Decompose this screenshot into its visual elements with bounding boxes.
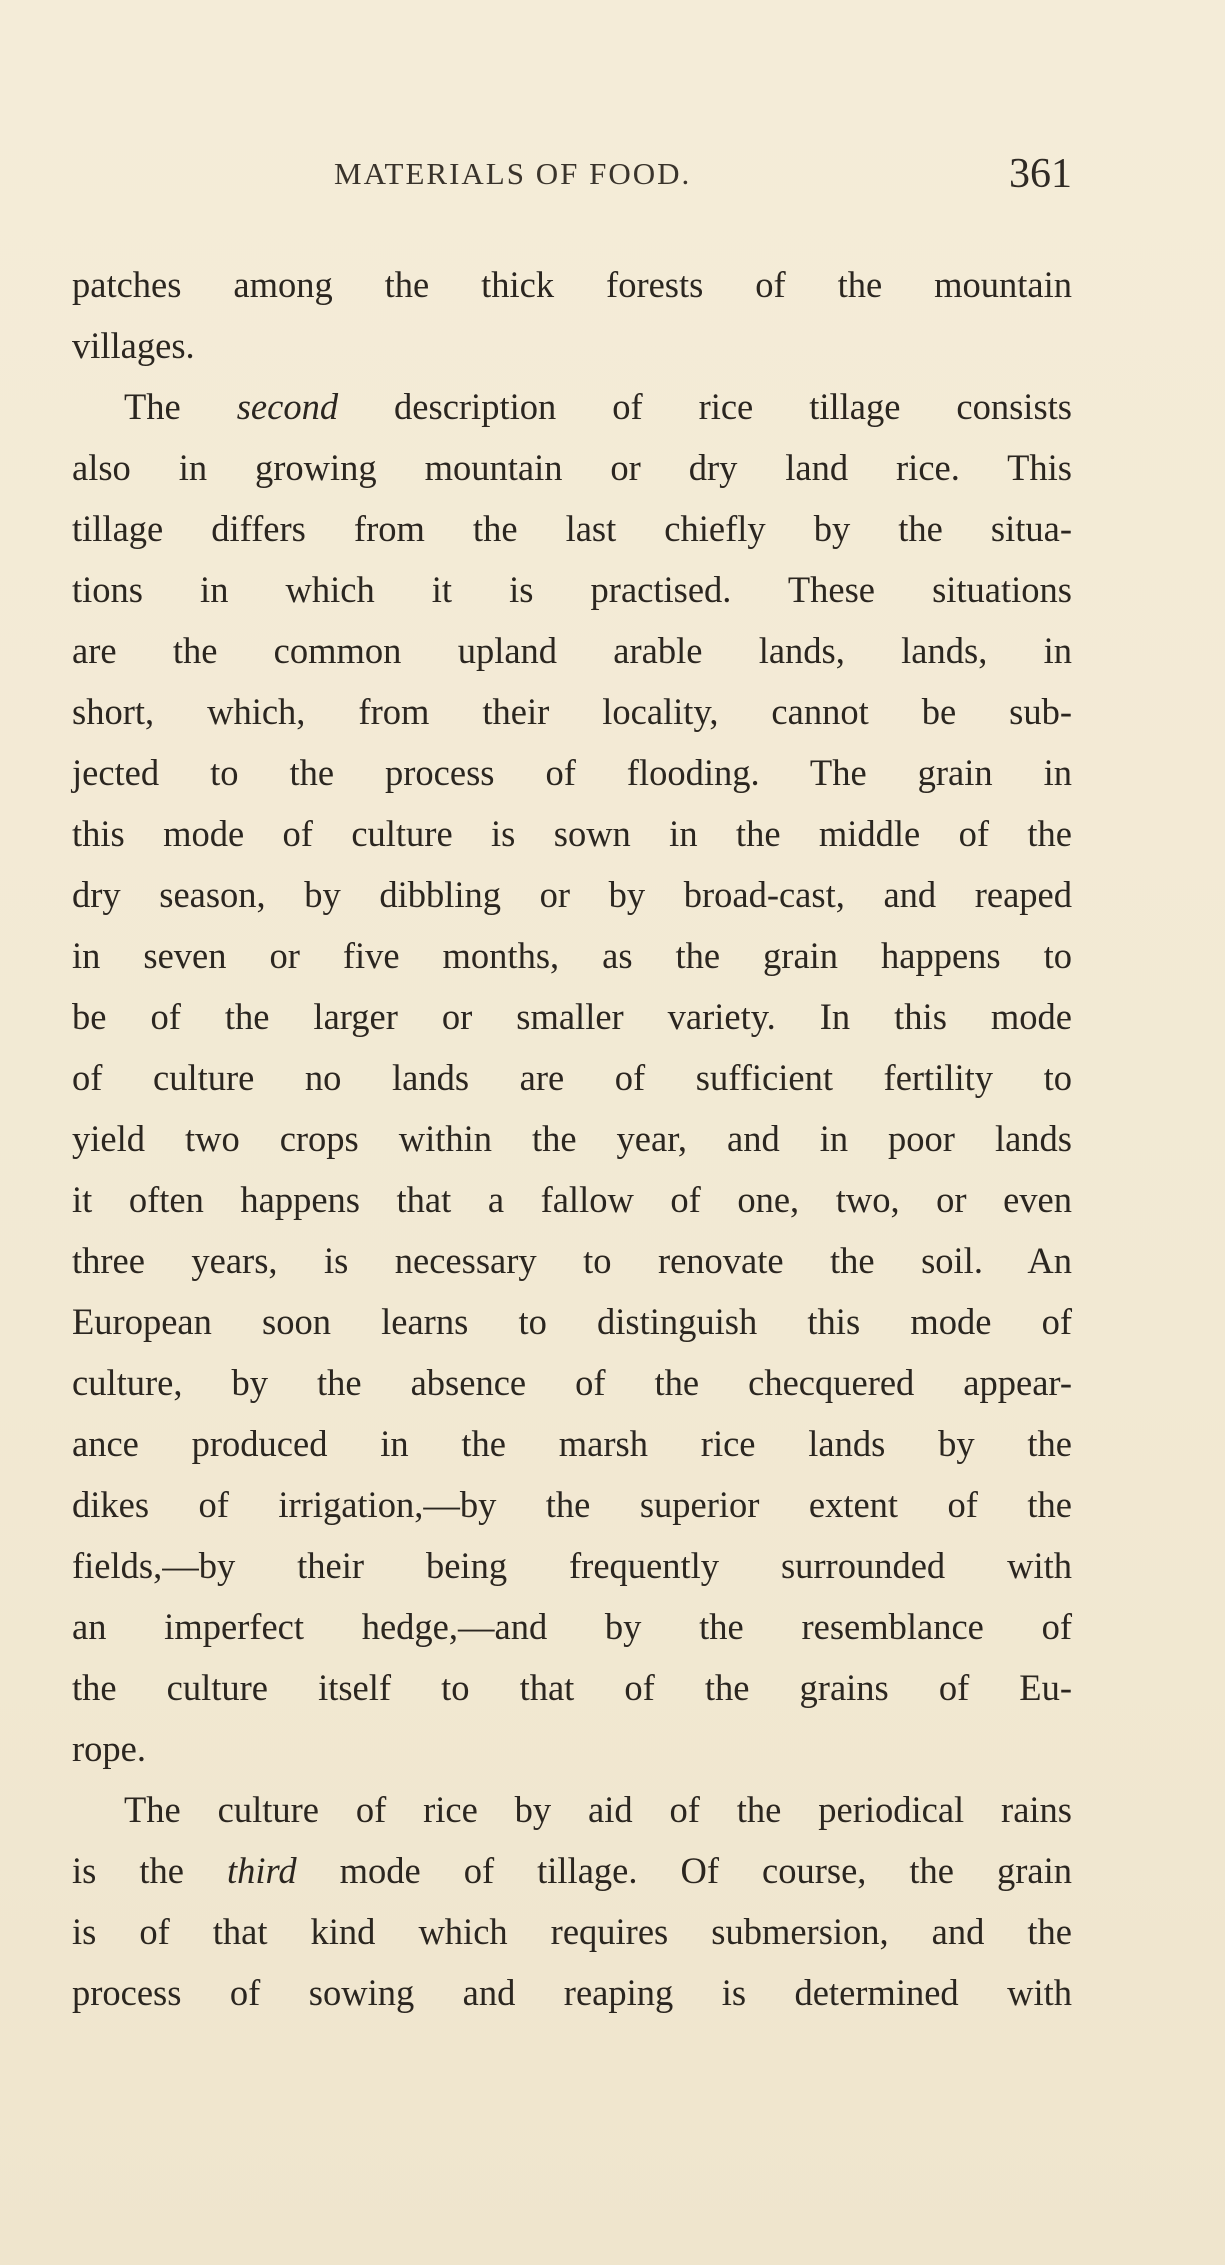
text-fragment: is the (72, 1850, 227, 1891)
text-line: this mode of culture is sown in the middle of the (72, 813, 1072, 854)
text-line (72, 376, 1072, 437)
text-line: The culture of rice by aid of the periodical rains (124, 1789, 1072, 1830)
text-line: are the common upland arable lands, lands, in (72, 630, 1072, 671)
text-line: ance produced in the marsh rice lands by the (72, 1423, 1072, 1464)
text-line: is of that kind which requires submersion, and the (72, 1911, 1072, 1952)
italic-term: second (236, 386, 339, 427)
text-line: an imperfect hedge,—and by the resemblance of (72, 1606, 1072, 1647)
running-title: MATERIALS OF FOOD. (334, 156, 692, 191)
text-line: the culture itself to that of the grains of Eu- (72, 1667, 1072, 1708)
text-line: jected to the process of flooding. The grain in (72, 752, 1072, 793)
body-text (72, 254, 1072, 2023)
text-line: tillage differs from the last chiefly by the situa- (72, 508, 1072, 549)
page-number: 361 (1009, 151, 1072, 197)
text-line: dry season, by dibbling or by broad-cast, and reaped (72, 874, 1072, 915)
italic-term: third (226, 1850, 297, 1891)
text-line: in seven or five months, as the grain happens to (72, 935, 1072, 976)
text-line (72, 1840, 1072, 1901)
text-line: of culture no lands are of sufficient fertility to (72, 1057, 1072, 1098)
text-fragment: mode of tillage. Of course, the grain (296, 1850, 1073, 1891)
text-line: tions in which it is practised. These situations (72, 569, 1072, 610)
running-head (72, 150, 1072, 200)
text-line: villages. (72, 325, 195, 366)
text-line: rope. (72, 1728, 146, 1769)
text-line: culture, by the absence of the checquered appear- (72, 1362, 1072, 1403)
text-line: also in growing mountain or dry land rice. This (72, 447, 1072, 488)
text-line: patches among the thick forests of the mountain (72, 264, 1072, 305)
text-line: yield two crops within the year, and in poor lands (72, 1118, 1072, 1159)
text-line: European soon learns to distinguish this mode of (72, 1301, 1072, 1342)
text-line: be of the larger or smaller variety. In this mode (72, 996, 1072, 1037)
text-line: it often happens that a fallow of one, two, or even (72, 1179, 1072, 1220)
text-line: dikes of irrigation,—by the superior extent of the (72, 1484, 1072, 1525)
text-fragment: The (124, 386, 237, 427)
text-line: fields,—by their being frequently surrounded with (72, 1545, 1072, 1586)
text-line: short, which, from their locality, cannot be sub- (72, 691, 1072, 732)
text-line: three years, is necessary to renovate the soil. An (72, 1240, 1072, 1281)
text-line: process of sowing and reaping is determined with (72, 1972, 1072, 2013)
text-fragment: description of rice tillage consists (338, 386, 1073, 427)
